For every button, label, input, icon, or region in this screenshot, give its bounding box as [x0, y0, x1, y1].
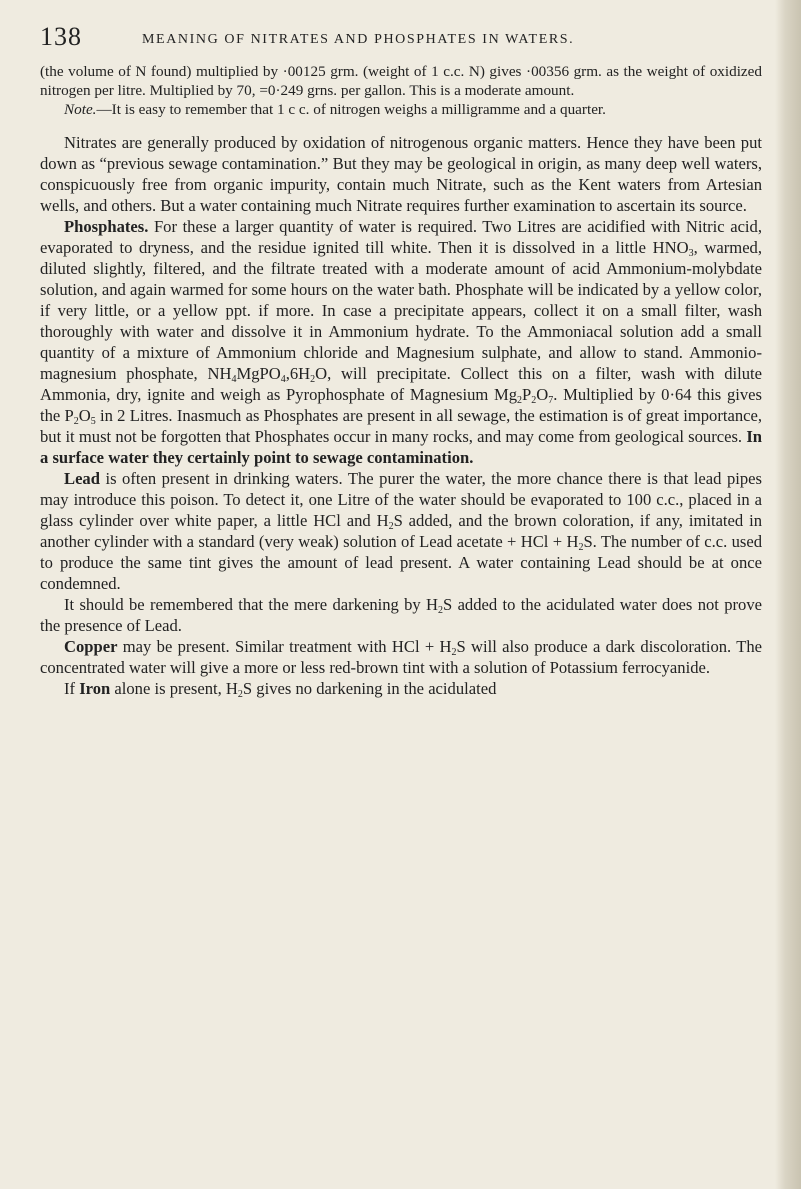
running-title: MEANING OF NITRATES AND PHOSPHATES IN WATERS. [142, 32, 575, 47]
calculation-text: (the volume of N found) multiplied by ·00125 grm. (weight of 1 c.c. N) gives ·00356 grm. as the weight of oxidized nitrogen per litre. Multiplied by 70, =0·249 grns. per gallon. This is a moderate amount. [40, 63, 762, 100]
memory-note [40, 100, 762, 119]
note-text: —It is easy to remember that 1 c c. of nitrogen weighs a milligramme and a quarter. [96, 101, 606, 119]
iron-paragraph: If Iron alone is present, $H_2S$ gives no darkening in the acidulated [64, 678, 497, 700]
darkening-paragraph: It should be remembered that the mere darkening by $H_2S$ added to the acidulated water does not prove the presence of Lead. [40, 594, 762, 635]
body-text [40, 62, 762, 699]
page-edge-shadow [775, 0, 801, 1189]
phosphates-paragraph: Phosphates. For these a larger quantity of water is required. Two Litres are acidified with Nitric acid, evaporated to dryness, and the residue ignited till white. Then it is dissolved in a little $HNO_3$, warmed, diluted slightly, filtered, and the filtrate treated with a moderate amount of acid Ammonium-molybdate solution, and again warmed for some hours on the water bath. Phosphate will be indicated by a yellow color, if very little, or a yellow ppt. if more. In case a precipitate appears, collect it on a small filter, wash thoroughly with water and dissolve it in Ammonium hydrate. To the Ammoniacal solution add a small quantity of a mixture of Ammonium chloride and Magnesium sulphate, and allow to stand. Ammonio-magnesium phosphate, $NH_4MgPO_4,6H_2O$, will precipitate. Collect this on a filter, wash with dilute Ammonia, dry, ignite and weigh as Pyrophosphate of Magnesium $Mg_2P_2O_7$. Multiplied by 0·64 this gives the $P_2O_5$ in 2 Litres. Inasmuch as Phosphates are present in all sewage, the estimation is of great importance, but it must not be forgotten that Phosphates occur in many rocks, and may come from geological sources. In a surface water they certainly point to sewage contamination. [40, 216, 763, 467]
page-header [40, 22, 760, 52]
page-number: 138 [40, 22, 82, 51]
nitrates-paragraph: Nitrates are generally produced by oxidation of nitrogenous organic matters. Hence they have been put down as “previous sewage contamination.” But they may be geological in origin, as many deep well waters, conspicuously free from organic impurity, contain much Nitrate, such as the Kent waters from Artesian wells, and others. But a water containing much Nitrate requires further examination to ascertain its source. [40, 132, 762, 215]
lead-heading: Lead [64, 468, 100, 488]
lead-paragraph: Lead is often present in drinking waters. The purer the water, the more chance there is that lead pipes may introduce this poison. To detect it, one Litre of the water should be evaporated to 100 c.c., placed in a glass cylinder over white paper, a little HCl and $H_2S$ added, and the brown coloration, if any, imitated in another cylinder with a standard (very weak) solution of Lead acetate + HCl + $H_2S$. The number of c.c. used to produce the same tint gives the amount of lead present. A water containing Lead should be at once condemned. [40, 468, 763, 593]
iron-heading: Iron [79, 678, 111, 698]
phosphates-heading: Phosphates. [64, 216, 149, 236]
surface-water-emphasis: In a surface water they certainly point to sewage contamination. [40, 426, 762, 467]
calculation-note-block [40, 62, 762, 120]
copper-heading: Copper [64, 636, 118, 656]
copper-paragraph: Copper may be present. Similar treatment with HCl + $H_2S$ will also produce a dark discoloration. The concentrated water will give a more or less red-brown tint with a solution of Potassium ferrocyanide. [40, 636, 762, 677]
note-label: Note. [64, 101, 97, 119]
